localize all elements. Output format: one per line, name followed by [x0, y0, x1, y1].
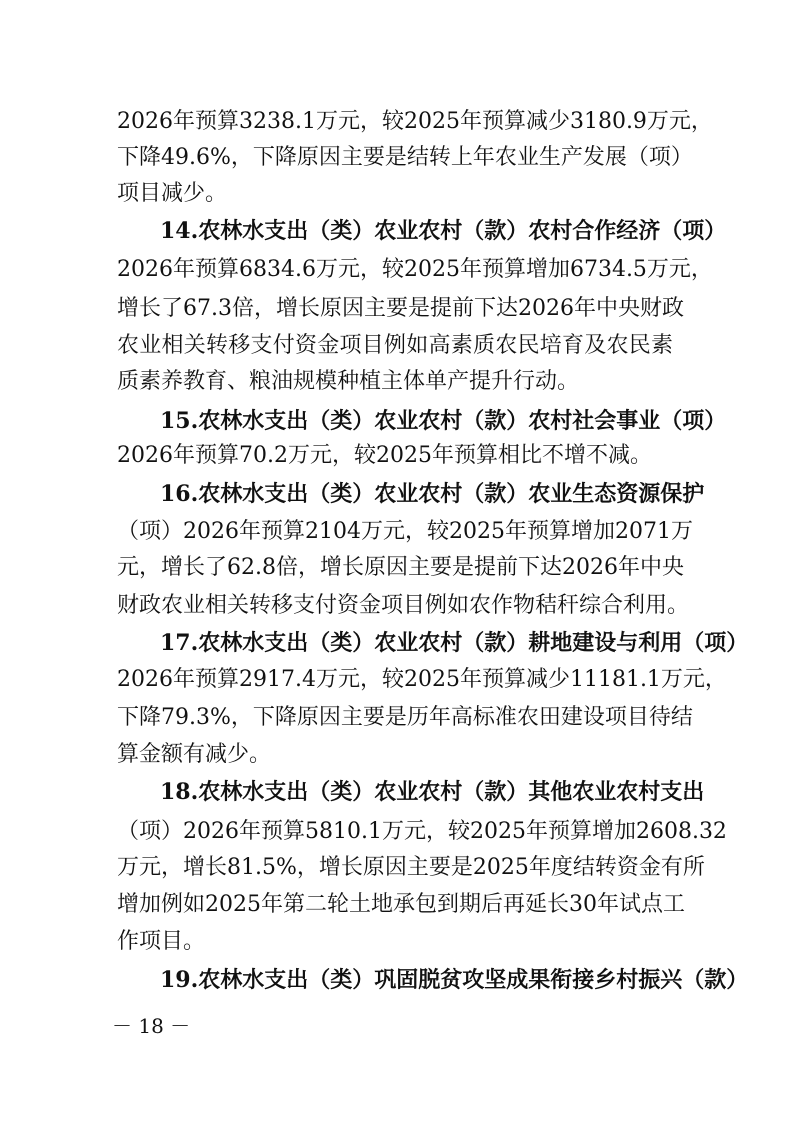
body-line: （项）2026年预算2104万元，较2025年预算增加2071万 [117, 519, 693, 544]
body-line: 2026年预算6834.6万元，较2025年预算增加6734.5万元， [117, 257, 713, 282]
section-heading: 17.农林水支出（类）农业农村（款）耕地建设与利用（项） [160, 630, 749, 656]
body-line: 算金额有减少。 [117, 742, 272, 767]
body-line: 项目减少。 [117, 181, 228, 206]
section-heading: 19.农林水支出（类）巩固脱贫攻坚成果衔接乡村振兴（款） [160, 967, 749, 993]
body-line: 下降49.6%，下降原因主要是结转上年农业生产发展（项） [117, 145, 693, 170]
page-number: － 18 － [112, 1014, 191, 1038]
body-line: 2026年预算70.2万元，较2025年预算相比不增不减。 [117, 443, 652, 468]
body-line: （项）2026年预算5810.1万元，较2025年预算增加2608.32 [117, 819, 727, 844]
section-heading: 16.农林水支出（类）农业农村（款）农业生态资源保护 [160, 481, 705, 507]
section-heading: 18.农林水支出（类）农业农村（款）其他农业农村支出 [160, 779, 705, 805]
body-line: 元，增长了62.8倍，增长原因主要是提前下达2026年中央 [117, 555, 684, 580]
section-heading: 14.农林水支出（类）农业农村（款）农村合作经济（项） [160, 218, 727, 244]
body-line: 2026年预算3238.1万元，较2025年预算减少3180.9万元， [117, 109, 713, 134]
body-line: 万元，增长81.5%，增长原因主要是2025年度结转资金有所 [117, 855, 705, 880]
body-line: 作项目。 [117, 929, 206, 954]
body-line: 下降79.3%，下降原因主要是历年高标准农田建设项目待结 [117, 705, 693, 730]
body-line: 2026年预算2917.4万元，较2025年预算减少11181.1万元， [117, 667, 727, 692]
section-heading: 15.农林水支出（类）农业农村（款）农村社会事业（项） [160, 408, 727, 434]
body-line: 增加例如2025年第二轮土地承包到期后再延长30年试点工 [117, 892, 685, 917]
body-line: 财政农业相关转移支付资金项目例如农作物秸秆综合利用。 [117, 593, 690, 618]
body-line: 增长了67.3倍，增长原因主要是提前下达2026年中央财政 [117, 296, 684, 321]
body-line: 农业相关转移支付资金项目例如高素质农民培育及农民素 [117, 333, 673, 358]
body-line: 质素养教育、粮油规模种植主体单产提升行动。 [117, 369, 580, 394]
